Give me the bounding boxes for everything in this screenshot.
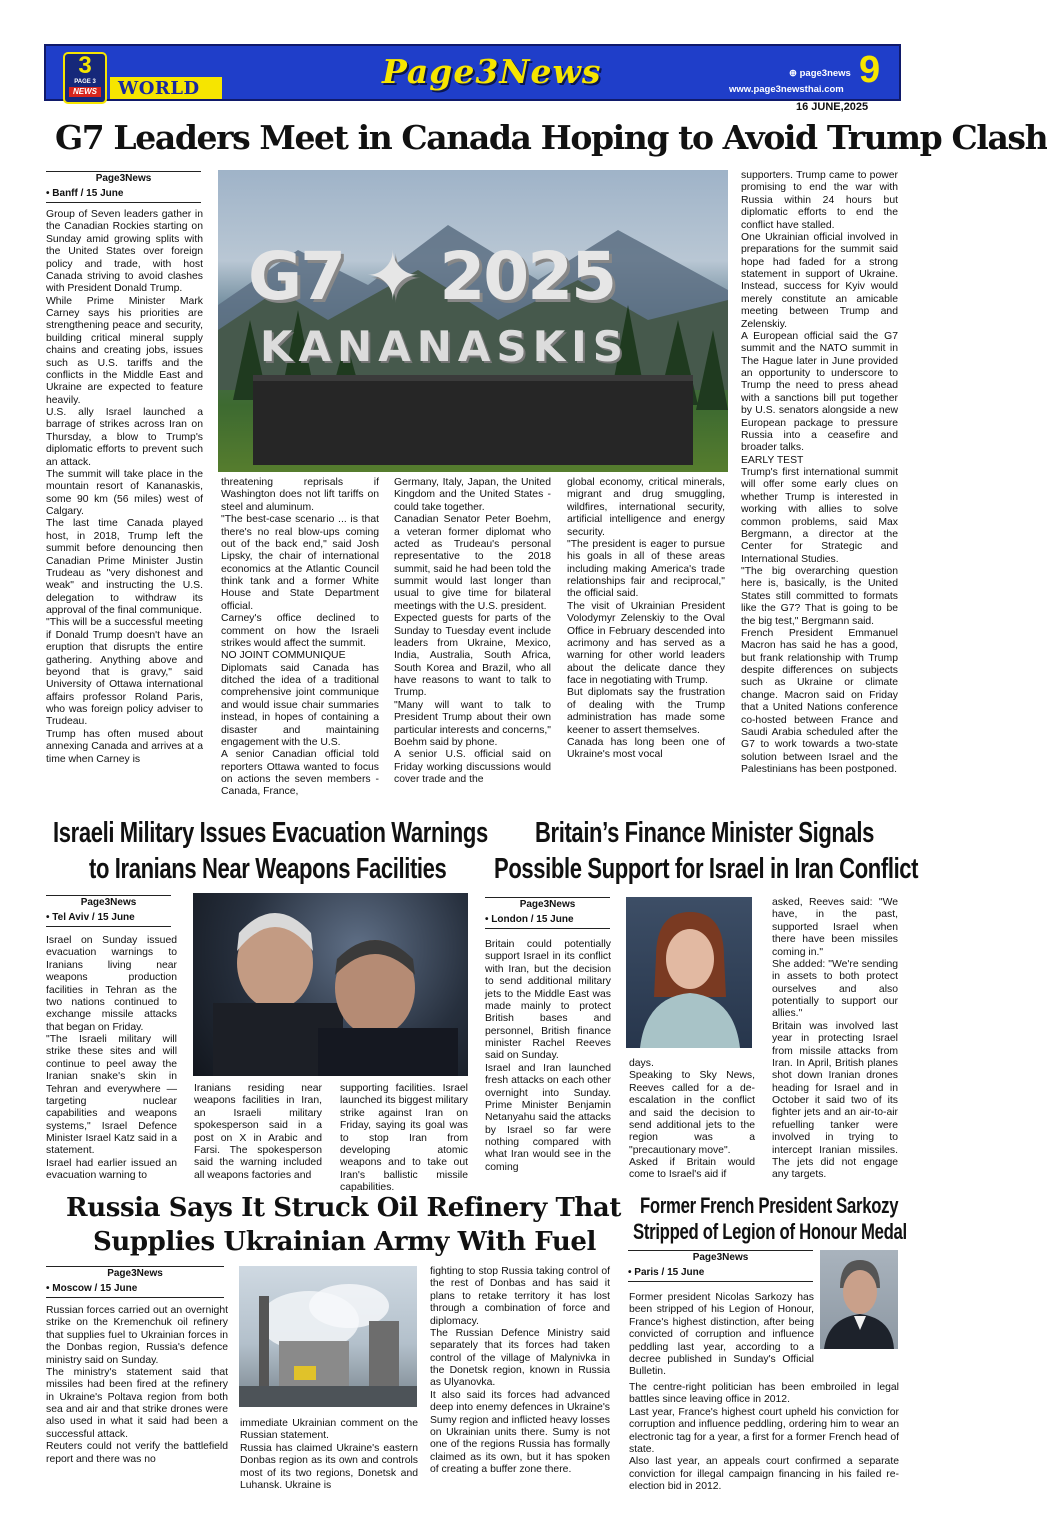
social-handle (789, 68, 851, 79)
rachel-reeves-photo (626, 897, 752, 1048)
photo-figures (193, 893, 468, 1076)
britain-headline-line2: Possible Support for Israel in Iran Conflict (494, 853, 919, 885)
britain-headline-line1: Britain’s Finance Minister Signals (535, 817, 874, 849)
issue-date: 16 JUNE,2025 (796, 101, 869, 113)
photo-sign-line2: KANANASKIS (260, 322, 630, 371)
main-col5: supporters. Trump came to power promising to end the war with Russia within 24 hours but diplomatic efforts to end the conflict have stalled. One Ukrainian official involved in preparations for the summit said hope had faded for a strong statement in support of Ukraine. Instead, success for Kyiv would merely constitute an amicable meeting between Trump and Zelenskiy. A European official said the G7 summit and the NATO summit in The Hague later in June provided an opportunity to underscore to Trump the need to press ahead with a sanctions bill put together by U.S. senators alongside a new European package to pressure Russia into a ceasefire and broader talks. EARLY TEST Trump's first international summit will offer some early clues on whether Trump is interested in working with allies to solve common problems, said Max Bergmann, a director at the Center for Strategic and International Studies. "The big overarching question here is, basically, is the United States still committed to formats like the G7? That is going to be the big test," Bergmann said. French President Emmanuel Macron has said he has a good, but frank relationship with Trump despite differences on subjects such as Ukraine or climate change. Macron said on Friday that a United Nations conference co-hosted between France and Saudi Arabia scheduled after the G7 to work towards a two-state solution between Israel and the Palestinians has been postponed. (741, 170, 898, 775)
sarkozy-col-full: The centre-right politician has been embroiled in legal battles since leaving office in 2012. Last year, France's highest court upheld his conviction for corruption and influence peddling, ordering him to wear an electronic tag for a year, a first for a former French head of state. Also last year, an appeals court confirmed a separate conviction for illegal campaign financing in his failed re-election bid in 2012. (629, 1382, 899, 1492)
netanyahu-katz-photo (193, 893, 468, 1076)
israel-headline-line2: to Iranians Near Weapons Facilities (89, 853, 447, 885)
website-url: www.page3newsthai.com (729, 84, 844, 95)
israel-headline-line1: Israeli Military Issues Evacuation Warnings (53, 817, 488, 849)
sarkozy-headline-line1: Former French President Sarkozy (640, 1193, 899, 1218)
g7-kananaskis-photo (218, 170, 728, 472)
britain-col3: asked, Reeves said: "We have, in the past, supported Israel when there have been missiles coming in." She added: "We're sending in assets to both protect ourselves and also potentially to support our allies." Britain was involved last year in protecting Israel from missile attacks from Iran. In April, British planes shot down Iranian drones heading for Israel and in October it said two of its fighter jets and an air-to-air refuelling tanker were involved in trying to intercept Iranian missiles. The jets did not engage any targets. (772, 897, 898, 1181)
main-byline-source: Page3News (46, 171, 201, 185)
oil-refinery-photo (239, 1266, 417, 1407)
britain-col2: days. Speaking to Sky News, Reeves called for a de-escalation in the conflict and said the decision to send additional jets to the region was a "precautionary move". Asked if Britain would come to Israel's aid if (629, 1058, 755, 1181)
israel-byline (46, 895, 171, 927)
russia-headline-line2: Supplies Ukrainian Army With Fuel (93, 1227, 596, 1257)
russia-byline-source: Page3News (46, 1266, 224, 1280)
russia-col2: immediate Ukrainian comment on the Russian statement. Russia has claimed Ukraine's eastern Donbas region as its own and controls most of its two regions, Donetsk and Luhansk. Ukraine is (240, 1418, 418, 1491)
brand-name (382, 52, 602, 96)
sarkozy-byline (628, 1250, 813, 1282)
britain-byline-source: Page3News (485, 897, 610, 911)
section-label: WORLD (118, 78, 200, 99)
photo-refinery-scene (239, 1266, 417, 1407)
brand-logo-badge (63, 52, 107, 104)
main-col2: threatening reprisals if Washington does not lift tariffs on steel and aluminum. "The best-case scenario ... is that there's no real blow-ups coming out of the back end," said Josh Lipsky, the chair of international economics at the Atlantic Council think tank and a former White House and State Department official. Carney's office declined to comment on how the Israeli strikes would affect the summit. NO JOINT COMMUNIQUE Diplomats said Canada has ditched the idea of a traditional comprehensive joint communique and would issue chair summaries instead, in hopes of containing a disaster and maintaining engagement with the U.S. A senior Canadian official told reporters Ottawa wanted to focus on actions the seven members - Canada, France, (221, 477, 379, 798)
russia-col1: Russian forces carried out an overnight strike on the Kremenchuk oil refinery that supplies fuel to Ukrainian forces in the Donbas region, Russia's defence ministry said on Sunday. The ministry's statement said that missiles had been fired at the refinery in Ukraine's Poltava region from both sea and air and that strike drones were also used in what it said had been a successful attack. Reuters could not verify the battlefield report and there was no (46, 1305, 228, 1465)
israel-byline-source: Page3News (46, 895, 171, 909)
badge-line1: PAGE 3 (74, 79, 96, 85)
page-number: 9 (859, 49, 881, 91)
sarkozy-byline-dateline: • Paris / 15 June (628, 1267, 813, 1282)
main-col3: Germany, Italy, Japan, the United Kingdom and the United States - could take together. Canadian Senator Peter Boehm, a veteran former diplomat who acted as Trudeau's personal representative to the 2018 summit, said he had been told the summit would last longer than usual to give time for bilateral meetings with the U.S. president. Expected guests for parts of the Sunday to Tuesday event include leaders from Ukraine, Mexico, India, Australia, South Africa, South Korea and Brazil, who all have reasons to want to talk to Trump. "Many will want to talk to President Trump about their own particular interests and concerns," Boehm said by phone. A senior U.S. official said on Friday working discussions would cover trade and the (394, 477, 551, 785)
sarkozy-byline-source: Page3News (628, 1250, 813, 1264)
photo-portrait-sarkozy (820, 1250, 898, 1349)
russia-col3: fighting to stop Russia taking control of the rest of Donbas and has said it plans to retake territory it has lost through a combination of force and diplomacy. The Russian Defence Ministry said separately that its forces had taken control of the village of Malynivka in the Donetsk region, known in Russia as Ulyanovka. It also said its forces had advanced deep into enemy defences in Ukraine's Sumy region and inflicted heavy losses on Ukrainian units there. Sumy is not one of the regions Russia has formally claimed as its own, but it has spoken of creating a buffer zone there. (430, 1266, 610, 1475)
main-byline (46, 171, 201, 203)
israel-col3: supporting facilities. Israel launched its biggest military strike against Iran on Friday, saying its goal was to stop Iran from developing atomic weapons and to take out Iran's ballistic missile capabilities. (340, 1083, 468, 1193)
britain-col1: Britain could potentially support Israel in its conflict with Iran, but the decision to send additional military jets to the Middle East was made mainly to protect British bases and personnel, British finance minister Rachel Reeves said on Sunday. Israel and Iran launched fresh attacks on each other overnight into Sunday. Prime Minister Benjamin Netanyahu said the attacks by Israel so far were nothing compared with what Iran would see in the coming (485, 939, 611, 1173)
sarkozy-col1: Former president Nicolas Sarkozy has been stripped of his Legion of Honour, France's highest distinction, after being convicted of corruption and influence peddling last year, according to a decree published in Sunday's Official Bulletin. (629, 1292, 814, 1378)
sarkozy-photo (820, 1250, 898, 1349)
israel-byline-dateline: • Tel Aviv / 15 June (46, 912, 171, 927)
russia-byline (46, 1266, 224, 1298)
main-col4: global economy, critical minerals, migrant and drug smuggling, wildfires, international security, artificial intelligence and energy security. "The president is eager to pursue his goals in all of these areas including making America's trade relationships fair and reciprocal," the official said. The visit of Ukrainian President Volodymyr Zelenskiy to the Oval Office in February descended into acrimony and has served as a warning for other world leaders about the delicate dance they face in negotiating with Trump. But diplomats say the frustration of dealing with the Trump administration has made some keener to assert themselves. Canada has long been one of Ukraine's most vocal (567, 477, 725, 761)
sarkozy-headline-line2: Stripped of Legion of Honour Medal (633, 1219, 907, 1244)
photo-portrait (626, 897, 752, 1048)
badge-number: 3 (78, 52, 92, 79)
russia-byline-dateline: • Moscow / 15 June (46, 1283, 224, 1298)
brand-name-text: Page3News (382, 52, 602, 91)
russia-headline-line1: Russia Says It Struck Oil Refinery That (66, 1193, 621, 1223)
photo-sign-line1: G7 ✦ 2025 (248, 238, 616, 315)
main-headline: G7 Leaders Meet in Canada Hoping to Avoid Trump Clash (55, 118, 1047, 157)
photo-scene (218, 170, 728, 472)
britain-byline-dateline: • London / 15 June (485, 914, 610, 929)
globe-icon: ⊕ (789, 68, 797, 79)
badge-line2: NEWS (69, 87, 101, 97)
main-col1: Group of Seven leaders gather in the Canadian Rockies starting on Sunday amid growing splits with the United States over foreign policy and trade, with host Canada striving to avoid clashes with President Donald Trump. While Prime Minister Mark Carney says his priorities are strengthening peace and security, building critical mineral supply chains and creating jobs, issues such as U.S. tariffs and the conflicts in the Middle East and Ukraine are expected to feature heavily. U.S. ally Israel launched a barrage of strikes across Iran on Thursday, a blow to Trump's diplomatic efforts to prevent such an attack. The summit will take place in the mountain resort of Kananaskis, some 90 km (56 miles) west of Calgary. The last time Canada played host, in 2018, Trump left the summit before denouncing then Canadian Prime Minister Justin Trudeau as "very dishonest and weak" and instructing the U.S. delegation to withdraw its approval of the final communique. "This will be a successful meeting if Donald Trump doesn't have an eruption that disrupts the entire gathering. Anything above and beyond that is gravy," said University of Ottawa international affairs professor Roland Paris, who was foreign policy adviser to Trudeau. Trump has often mused about annexing Canada and arrives at a time when Carney is (46, 209, 203, 765)
social-handle-text: page3news (799, 68, 851, 79)
main-byline-dateline: • Banff / 15 June (46, 188, 201, 203)
britain-byline (485, 897, 610, 929)
israel-col1: Israel on Sunday issued evacuation warnings to Iranians living near weapons production facilities in Tehran as the two nations continued to exchange missile attacks that began on Friday. "The Israeli military will strike these sites and will continue to peel away the Iranian snake's skin in Tehran and everywhere — targeting nuclear capabilities and weapons systems," Israel Defence Minister Israel Katz said in a statement. Israel had earlier issued an evacuation warning to (46, 935, 177, 1182)
israel-col2: Iranians residing near weapons facilities in Iran, an Israeli military spokesperson said in a post on X in Arabic and Farsi. The spokesperson said the warning included all weapons factories and (194, 1083, 322, 1181)
